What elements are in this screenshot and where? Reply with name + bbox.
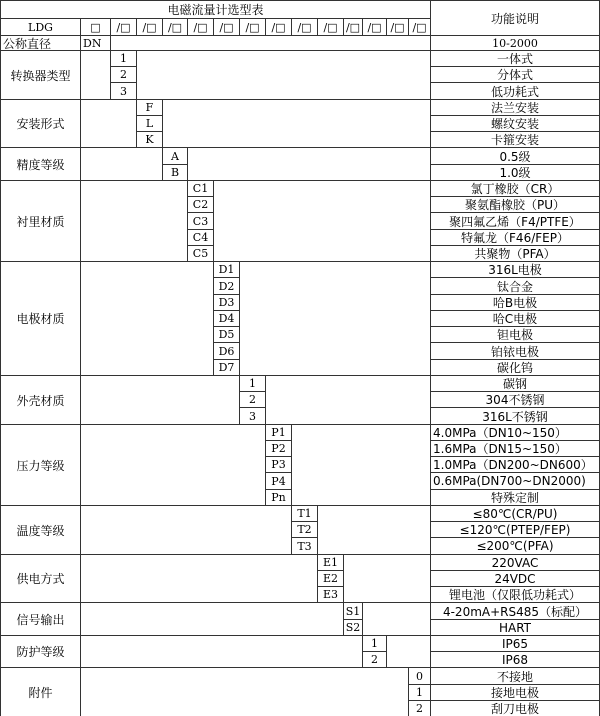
option-code: T2 xyxy=(291,521,318,538)
option-code: 1 xyxy=(239,375,266,392)
blank-cell xyxy=(239,261,431,376)
option-desc: 哈C电极 xyxy=(430,310,600,327)
option-desc: ≤200℃(PFA) xyxy=(430,537,600,555)
option-desc: 接地电极 xyxy=(430,684,600,701)
option-code: P4 xyxy=(265,472,292,490)
model-slot: /□ xyxy=(317,18,344,36)
model-slot: □ xyxy=(80,18,111,36)
model-slot: /□ xyxy=(408,18,431,36)
blank-cell xyxy=(110,35,431,51)
blank-cell xyxy=(291,424,431,506)
blank-cell xyxy=(80,50,111,100)
option-code: L xyxy=(136,115,163,132)
option-desc: 氯丁橡胶（CR） xyxy=(430,180,600,197)
option-code: P1 xyxy=(265,424,292,441)
group-label: 衬里材质 xyxy=(0,180,81,262)
model-slot: /□ xyxy=(265,18,292,36)
option-code: P2 xyxy=(265,440,292,457)
option-code: P3 xyxy=(265,456,292,473)
option-code: C1 xyxy=(187,180,214,197)
blank-cell xyxy=(362,602,431,636)
option-desc: 一体式 xyxy=(430,50,600,67)
option-desc: 不接地 xyxy=(430,667,600,685)
option-desc: 24VDC xyxy=(430,570,600,587)
option-desc: 1.0MPa（DN200~DN600） xyxy=(430,456,600,473)
option-desc: 分体式 xyxy=(430,66,600,83)
blank-cell xyxy=(136,50,431,100)
option-desc: 特殊定制 xyxy=(430,489,600,506)
group-label: 压力等级 xyxy=(0,424,81,506)
option-desc: 316L不锈钢 xyxy=(430,407,600,425)
option-code: T1 xyxy=(291,505,318,522)
option-code: Pn xyxy=(265,489,292,506)
blank-cell xyxy=(80,375,240,425)
code-cell: DN xyxy=(80,35,111,51)
option-code: 2 xyxy=(239,391,266,408)
model-slot: /□ xyxy=(187,18,214,36)
option-code: 2 xyxy=(362,651,387,668)
option-desc: HART xyxy=(430,619,600,636)
option-code: 2 xyxy=(110,66,137,83)
model-slot: /□ xyxy=(136,18,163,36)
blank-cell xyxy=(213,180,431,262)
option-desc: 4.0MPa（DN10~150） xyxy=(430,424,600,441)
option-code: T3 xyxy=(291,537,318,555)
option-code: D3 xyxy=(213,294,240,311)
option-code: 1 xyxy=(408,684,431,701)
option-desc: 聚氨酯橡胶（PU） xyxy=(430,196,600,213)
option-desc: 螺纹安装 xyxy=(430,115,600,132)
desc-cell: 10-2000 xyxy=(430,35,600,51)
blank-cell xyxy=(80,505,292,555)
option-code: D5 xyxy=(213,326,240,343)
option-code: 3 xyxy=(239,407,266,425)
blank-cell xyxy=(80,99,137,148)
model-slot: /□ xyxy=(239,18,266,36)
option-desc: 刮刀电极 xyxy=(430,700,600,716)
group-label: 附件 xyxy=(0,667,81,716)
model-slot: /□ xyxy=(343,18,363,36)
option-code: D2 xyxy=(213,277,240,295)
row-label: 公称直径 xyxy=(0,35,81,51)
group-label: 防护等级 xyxy=(0,635,81,668)
table-title: 电磁流量计选型表 xyxy=(0,0,431,19)
option-desc: 0.6MPa(DN700~DN2000) xyxy=(430,472,600,490)
option-code: B xyxy=(162,164,188,181)
option-code: E2 xyxy=(317,570,344,587)
option-code: S2 xyxy=(343,619,363,636)
option-desc: 4-20mA+RS485（标配） xyxy=(430,602,600,620)
option-desc: 卡箍安装 xyxy=(430,131,600,148)
desc-header: 功能说明 xyxy=(430,0,600,36)
blank-cell xyxy=(80,180,188,262)
option-code: C5 xyxy=(187,245,214,262)
option-desc: 220VAC xyxy=(430,554,600,571)
group-label: 温度等级 xyxy=(0,505,81,555)
option-code: D4 xyxy=(213,310,240,327)
option-desc: 1.6MPa（DN15~150） xyxy=(430,440,600,457)
option-desc: ≤80℃(CR/PU) xyxy=(430,505,600,522)
option-code: D7 xyxy=(213,359,240,376)
model-slot: /□ xyxy=(291,18,318,36)
option-code: C3 xyxy=(187,212,214,230)
group-label: 外壳材质 xyxy=(0,375,81,425)
option-desc: 低功耗式 xyxy=(430,82,600,100)
option-desc: 特氟龙（F46/FEP） xyxy=(430,229,600,246)
blank-cell xyxy=(80,147,163,181)
option-desc: 0.5级 xyxy=(430,147,600,165)
option-desc: IP65 xyxy=(430,635,600,652)
blank-cell xyxy=(80,261,214,376)
option-code: K xyxy=(136,131,163,148)
option-code: F xyxy=(136,99,163,116)
blank-cell xyxy=(80,635,363,668)
model-slot: /□ xyxy=(362,18,387,36)
model-prefix: LDG xyxy=(0,18,81,36)
model-slot: /□ xyxy=(162,18,188,36)
blank-cell xyxy=(265,375,431,425)
option-code: 0 xyxy=(408,667,431,685)
option-desc: 共聚物（PFA） xyxy=(430,245,600,262)
option-code: 2 xyxy=(408,700,431,716)
option-desc: 钽电极 xyxy=(430,326,600,343)
option-code: D6 xyxy=(213,342,240,360)
model-slot: /□ xyxy=(386,18,409,36)
option-code: 1 xyxy=(110,50,137,67)
option-desc: 钛合金 xyxy=(430,277,600,295)
option-desc: 碳钢 xyxy=(430,375,600,392)
option-desc: 碳化钨 xyxy=(430,359,600,376)
model-slot: /□ xyxy=(213,18,240,36)
group-label: 信号输出 xyxy=(0,602,81,636)
option-desc: ≤120℃(PTEP/FEP) xyxy=(430,521,600,538)
option-code: 3 xyxy=(110,82,137,100)
blank-cell xyxy=(80,667,409,716)
blank-cell xyxy=(80,554,318,603)
option-code: A xyxy=(162,147,188,165)
blank-cell xyxy=(80,602,344,636)
option-desc: 哈B电极 xyxy=(430,294,600,311)
blank-cell xyxy=(80,424,266,506)
option-code: C2 xyxy=(187,196,214,213)
option-code: D1 xyxy=(213,261,240,278)
group-label: 电极材质 xyxy=(0,261,81,376)
option-code: C4 xyxy=(187,229,214,246)
blank-cell xyxy=(162,99,431,148)
option-code: E1 xyxy=(317,554,344,571)
option-desc: IP68 xyxy=(430,651,600,668)
model-slot: /□ xyxy=(110,18,137,36)
option-desc: 1.0级 xyxy=(430,164,600,181)
blank-cell xyxy=(317,505,431,555)
option-code: 1 xyxy=(362,635,387,652)
blank-cell xyxy=(343,554,431,603)
option-desc: 法兰安装 xyxy=(430,99,600,116)
option-desc: 聚四氟乙烯（F4/PTFE） xyxy=(430,212,600,230)
group-label: 安装形式 xyxy=(0,99,81,148)
group-label: 供电方式 xyxy=(0,554,81,603)
option-code: S1 xyxy=(343,602,363,620)
option-desc: 铂铱电极 xyxy=(430,342,600,360)
option-desc: 316L电极 xyxy=(430,261,600,278)
option-desc: 304不锈钢 xyxy=(430,391,600,408)
option-desc: 锂电池（仅限低功耗式） xyxy=(430,586,600,603)
option-code: E3 xyxy=(317,586,344,603)
group-label: 转换器类型 xyxy=(0,50,81,100)
group-label: 精度等级 xyxy=(0,147,81,181)
blank-cell xyxy=(386,635,431,668)
blank-cell xyxy=(187,147,431,181)
